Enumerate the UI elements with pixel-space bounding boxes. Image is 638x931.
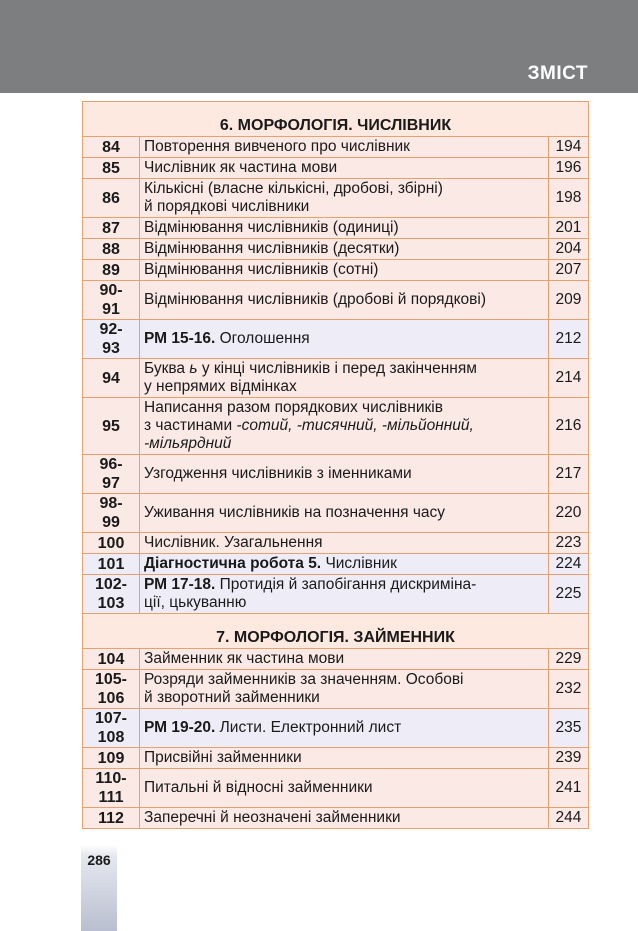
lesson-title: Займенник як частина мови [140, 649, 549, 670]
lesson-number: 88 [83, 239, 140, 260]
toc-row[interactable] [83, 158, 589, 179]
page-ref: 239 [548, 748, 588, 769]
lesson-title [140, 554, 549, 575]
page-number: 286 [87, 852, 111, 868]
lesson-number [83, 455, 140, 494]
lesson-title-line: ції, цькуванню [144, 594, 247, 611]
lesson-title-bold: РМ 15-16. [144, 330, 216, 347]
toc-row[interactable] [83, 398, 589, 455]
lesson-number-line: 96- [99, 456, 123, 473]
lesson-number: 86 [83, 179, 140, 218]
lesson-number-line: 90- [99, 282, 123, 299]
toc-row[interactable] [83, 748, 589, 769]
lesson-number-line: 111 [98, 789, 124, 806]
page-ref: 232 [548, 670, 588, 709]
toc-row[interactable] [83, 670, 589, 709]
lesson-number [83, 769, 140, 808]
lesson-title-text: з частинами [144, 417, 237, 434]
lesson-title: Відмінювання числівників (одиниці) [140, 218, 549, 239]
lesson-title-text: Числівник [325, 555, 397, 572]
lesson-title: Узгодження числівників з іменниками [140, 455, 549, 494]
lesson-title: Питальні й відносні займенники [140, 769, 549, 808]
page-ref: 212 [548, 320, 588, 359]
lesson-title-line: Розряди займенників за значенням. Особові [144, 671, 464, 688]
page-ref: 204 [548, 239, 588, 260]
toc-row[interactable] [83, 320, 589, 359]
lesson-number-line: 110- [95, 770, 127, 787]
lesson-title-italic: -сотий, -тисячний, -мільйонний, [236, 417, 474, 434]
lesson-number [83, 709, 140, 748]
lesson-title: Відмінювання числівників (дробові й порядкові) [140, 281, 549, 320]
lesson-number-line: 107- [94, 710, 128, 727]
lesson-number: 89 [83, 260, 140, 281]
lesson-number: 94 [83, 359, 140, 398]
lesson-title-line: Кількісні (власне кількісні, дробові, збірні) [144, 180, 443, 197]
lesson-title-text: Оголошення [219, 330, 310, 347]
section-heading: 6. МОРФОЛОГІЯ. ЧИСЛІВНИК [83, 102, 589, 137]
page-ref: 229 [548, 649, 588, 670]
page-ref: 214 [548, 359, 588, 398]
lesson-title-line: Написання разом порядкових числівників [144, 399, 443, 416]
toc-row[interactable] [83, 808, 589, 829]
toc-row[interactable] [83, 575, 589, 614]
lesson-number-line: 91 [102, 301, 120, 318]
toc-row[interactable] [83, 260, 589, 281]
lesson-title: Присвійні займенники [140, 748, 549, 769]
lesson-number [83, 575, 140, 614]
lesson-number-line: 102- [94, 576, 128, 593]
page-ref: 235 [548, 709, 588, 748]
lesson-number-line: 108 [97, 729, 125, 746]
lesson-title-bold: РМ 17-18. [144, 576, 216, 593]
lesson-number [83, 494, 140, 533]
lesson-title [140, 398, 549, 455]
page-ref: 225 [548, 575, 588, 614]
lesson-title-italic: -мільярдний [144, 435, 232, 452]
lesson-title-line: у непрямих відмінках [144, 378, 297, 395]
lesson-title-text: Листи. Електронний лист [219, 719, 402, 736]
lesson-title [140, 575, 549, 614]
lesson-number-line: 106 [97, 690, 125, 707]
section-heading-row [83, 614, 589, 649]
page-ref: 207 [548, 260, 588, 281]
lesson-number: 112 [83, 808, 140, 829]
toc-table [82, 101, 589, 829]
lesson-title [140, 359, 549, 398]
lesson-number: 87 [83, 218, 140, 239]
page-ref: 196 [548, 158, 588, 179]
lesson-title-line: й порядкові числівники [144, 198, 310, 215]
toc-row[interactable] [83, 769, 589, 808]
toc-row[interactable] [83, 137, 589, 158]
page-ref: 244 [548, 808, 588, 829]
lesson-title [140, 320, 549, 359]
lesson-title: Числівник як частина мови [140, 158, 549, 179]
lesson-number-line: 105- [94, 671, 128, 688]
section-heading: 7. МОРФОЛОГІЯ. ЗАЙМЕННИК [83, 614, 589, 649]
lesson-number: 104 [83, 649, 140, 670]
toc-row[interactable] [83, 649, 589, 670]
lesson-title-line: й зворотний займенники [144, 689, 320, 706]
page-title: ЗМІСТ [527, 63, 588, 84]
lesson-title: Заперечні й неозначені займенники [140, 808, 549, 829]
lesson-number: 100 [83, 533, 140, 554]
lesson-title-text: Протидія й запобігання дискриміна- [219, 576, 477, 593]
page-ref: 220 [548, 494, 588, 533]
lesson-title: Повторення вивченого про числівник [140, 137, 549, 158]
toc-row[interactable] [83, 554, 589, 575]
page-ref: 201 [548, 218, 588, 239]
page-ref: 198 [548, 179, 588, 218]
toc-row[interactable] [83, 218, 589, 239]
lesson-number [83, 281, 140, 320]
lesson-number-line: 99 [102, 514, 120, 531]
lesson-title [140, 179, 549, 218]
page-ref: 223 [548, 533, 588, 554]
lesson-number [83, 670, 140, 709]
toc-row[interactable] [83, 533, 589, 554]
toc-row[interactable] [83, 494, 589, 533]
lesson-number: 84 [83, 137, 140, 158]
lesson-title-italic: ь [189, 360, 198, 377]
lesson-title: Відмінювання числівників (десятки) [140, 239, 549, 260]
lesson-title-bold: РМ 19-20. [144, 719, 216, 736]
lesson-title-text: у кінці числівників і перед закінченням [197, 360, 477, 377]
section-heading-row [83, 102, 589, 137]
page-ref: 209 [548, 281, 588, 320]
lesson-number-line: 98- [99, 495, 123, 512]
lesson-title: Уживання числівників на позначення часу [140, 494, 549, 533]
lesson-number: 101 [83, 554, 140, 575]
lesson-number: 95 [83, 398, 140, 455]
lesson-title-text: Буква [144, 360, 190, 377]
toc-row[interactable] [83, 709, 589, 748]
lesson-number-line: 92- [99, 321, 123, 338]
toc-row[interactable] [83, 179, 589, 218]
lesson-title: Відмінювання числівників (сотні) [140, 260, 549, 281]
lesson-title [140, 670, 549, 709]
toc-row[interactable] [83, 455, 589, 494]
page-ref: 217 [548, 455, 588, 494]
lesson-number [83, 320, 140, 359]
toc-row[interactable] [83, 281, 589, 320]
lesson-number-line: 93 [102, 340, 120, 357]
lesson-number-line: 97 [102, 475, 120, 492]
page-ref: 216 [548, 398, 588, 455]
page-ref: 194 [548, 137, 588, 158]
page-ref: 224 [548, 554, 588, 575]
lesson-number-line: 103 [97, 595, 125, 612]
toc-row[interactable] [83, 239, 589, 260]
lesson-number: 85 [83, 158, 140, 179]
lesson-number: 109 [83, 748, 140, 769]
toc-row[interactable] [83, 359, 589, 398]
lesson-title-bold: Діагностична робота 5. [144, 555, 322, 572]
lesson-title: Числівник. Узагальнення [140, 533, 549, 554]
lesson-title [140, 709, 549, 748]
page-ref: 241 [548, 769, 588, 808]
